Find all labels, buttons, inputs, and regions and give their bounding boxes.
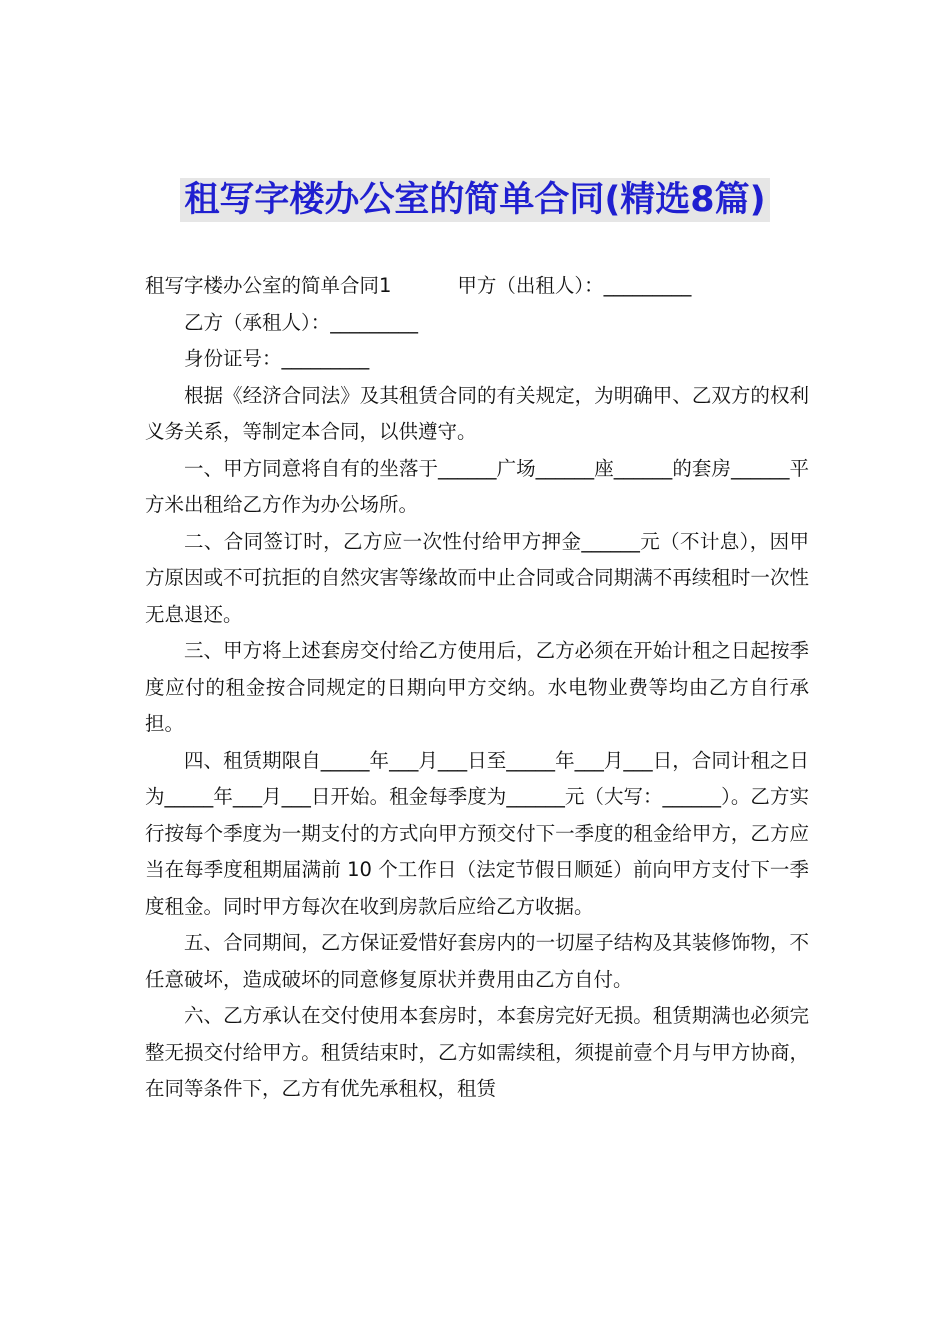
contract-heading: 租写字楼办公室的简单合同1 (145, 274, 392, 297)
id-number-field: 身份证号：_________ (184, 347, 370, 370)
title-container (0, 178, 950, 222)
paragraph-preamble: 根据《经济合同法》及其租赁合同的有关规定，为明确甲、乙双方的权利义务关系，等制定本合同，以供遵守。 (145, 383, 809, 443)
id-number-line (145, 341, 809, 378)
paragraph-clause-3: 三、甲方将上述套房交付给乙方使用后，乙方必须在开始计租之日起按季度应付的租金按合同规定的日期向甲方交纳。水电物业费等均由乙方自行承担。 (145, 639, 809, 735)
paragraph-clause-5: 五、合同期间，乙方保证爱惜好套房内的一切屋子结构及其装修饰物，不任意破坏，造成破坏的同意修复原状并费用由乙方自付。 (145, 931, 809, 991)
party-b-line (145, 305, 809, 342)
document-body (145, 268, 809, 1108)
party-a-field: 甲方（出租人）：_________ (457, 274, 692, 297)
heading-line (145, 268, 809, 305)
document-title: 租写字楼办公室的简单合同(精选8篇) (180, 178, 769, 222)
paragraph-clause-2: 二、合同签订时，乙方应一次性付给甲方押金______元（不计息），因甲方原因或不可抗拒的自然灾害等缘故而中止合同或合同期满不再续租时一次性无息退还。 (145, 529, 809, 626)
paragraph-clause-4: 四、租赁期限自_____年___月___日至_____年___月___日，合同计租之日为_____年___月___日开始。租金每季度为______元（大写：______）。乙方实行按每个季度为一期支付的方式向甲方预交付下一季度的租金给甲方，乙方应当在每季度租期届满前 10 个工作日（法定节假日顺延）前向甲方支付下一季度租金。同时甲方每次在收到房款后应给乙方收据。 (145, 748, 809, 918)
paragraph-clause-6: 六、乙方承认在交付使用本套房时，本套房完好无损。租赁期满也必须完整无损交付给甲方。租赁结束时，乙方如需续租，须提前壹个月与甲方协商，在同等条件下，乙方有优先承租权，租赁 (145, 1004, 809, 1100)
party-b-field: 乙方（承租人）：_________ (184, 310, 419, 334)
paragraph-clause-1: 一、甲方同意将自有的坐落于______广场______座______的套房______平方米出租给乙方作为办公场所。 (145, 456, 809, 516)
